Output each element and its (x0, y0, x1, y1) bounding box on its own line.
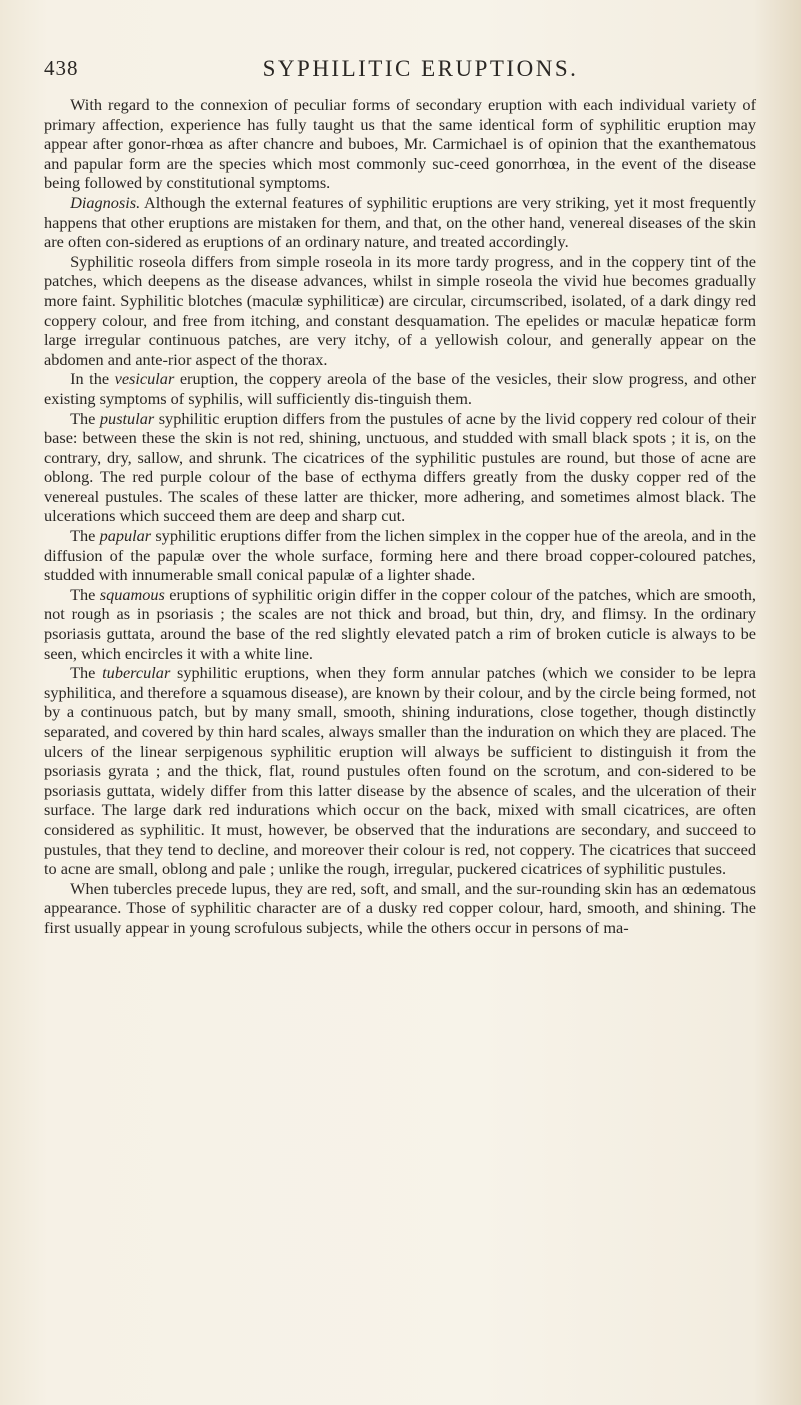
paragraph (44, 409, 756, 527)
paragraph-text: Although the external features of syphilitic eruptions are very striking, yet it most frequently happens that other eruptions are mistaken for them, and that, on the other hand, venereal diseases of the skin are often con-sidered as eruptions of an ordinary nature, and treated accordingly. (44, 192, 756, 252)
paragraph (44, 193, 756, 252)
page-header (44, 56, 757, 90)
paragraph-text: syphilitic eruptions, when they form annular patches (which we consider to be lepra syphilitica, and therefore a squamous disease), are known by their colour, and by the circle being formed, not by a continuous patch, but by many small, smooth, shining indurations, close together, though distinctly separated, and covered by thin hard scales, always smaller than the induration on which they are placed. The ulcers of the linear serpigenous syphilitic eruption will always be sufficient to distinguish it from the psoriasis gyrata ; and the thick, flat, round pustules often found on the scrotum, and con-sidered to be psoriasis guttata, widely differ from this latter disease by the absence of scales, and the ulceration of their surface. The large dark red indurations which occur on the back, mixed with small cicatrices, are often considered as syphilitic. It must, however, be observed that the indurations are secondary, and succeed to pustules, that they tend to decline, and moreover their colour is red, not coppery. The cicatrices that succeed to acne are small, oblong and pale ; unlike the rough, irregular, puckered cicatrices of syphilitic pustules. (44, 663, 756, 879)
paragraph-text: With regard to the connexion of peculiar forms of secondary eruption with each individual variety of primary affection, experience has fully taught us that the same identical form of syphilitic eruption may appear after gonor-rhœa as after chancre and buboes, Mr. Carmichael is of opinion that the exanthematous and papular form are the species which most commonly suc-ceed gonorrhœa, in the event of the disease being followed by constitutional symptoms. (44, 95, 756, 193)
paragraph (44, 95, 756, 193)
paragraph-lead: papular (99, 526, 152, 546)
paragraph-text: syphilitic eruptions differ from the lichen simplex in the copper hue of the areola, and in the diffusion of the papulæ over the whole surface, forming here and there broad copper-coloured patches, studded with innumerable small conical papulæ of a lighter shade. (44, 526, 756, 585)
running-head: SYPHILITIC ERUPTIONS. (262, 56, 579, 81)
paragraph-text: syphilitic eruption differs from the pustules of acne by the livid coppery red colour of their base: between these the skin is not red, shining, unctuous, and studded with small black spots ; it is, on the contrary, dry, sallow, and shrunk. The cicatrices of the syphilitic pustules are round, but those of acne are oblong. The red purple colour of the base of ecthyma differs greatly from the dusky copper red of the venereal pustules. The scales of these latter are thicker, more adhering, and sometimes almost black. The ulcerations which succeed them are deep and sharp cut. (44, 408, 756, 526)
paragraph (44, 526, 756, 585)
body-text (44, 95, 756, 938)
paragraph (44, 252, 756, 370)
paragraph (44, 879, 756, 938)
paragraph-text: eruptions of syphilitic origin differ in the copper colour of the patches, which are smooth, not rough as in psoriasis ; the scales are not thick and broad, but thin, dry, and flimsy. In the ordinary psoriasis guttata, around the base of the red slightly elevated patch a rim of broken cuticle is always to be seen, which encircles it with a white line. (44, 584, 756, 663)
paragraph (44, 663, 756, 879)
paragraph-lead: squamous (99, 584, 165, 604)
paragraph-lead: tubercular (102, 663, 171, 683)
paragraph (44, 585, 756, 663)
paragraph-pre: The (70, 526, 100, 546)
paragraph-lead: vesicular (114, 369, 175, 389)
page-number: 438 (44, 56, 79, 80)
paragraph-pre: The (70, 663, 103, 683)
paragraph-pre: The (70, 408, 100, 428)
paragraph-lead: pustular (99, 408, 155, 428)
paragraph-pre: The (70, 584, 100, 604)
paragraph (44, 369, 756, 408)
paragraph-lead: Diagnosis. (70, 192, 141, 212)
paragraph-text: eruption, the coppery areola of the base of the vesicles, their slow progress, and other existing symptoms of syphilis, will sufficiently dis-tinguish them. (44, 369, 756, 408)
paragraph-text: Syphilitic roseola differs from simple roseola in its more tardy progress, and in the coppery tint of the patches, which deepens as the disease advances, whilst in simple roseola the vivid hue becomes gradually more faint. Syphilitic blotches (maculæ syphiliticæ) are circular, circumscribed, isolated, of a dark dingy red coppery colour, and free from itching, and constant desquamation. The epelides or maculæ hepaticæ form large irregular continuous patches, are very itchy, of a yellowish colour, and generally appear on the abdomen and ante-rior aspect of the thorax. (44, 251, 756, 369)
paragraph-text: When tubercles precede lupus, they are red, soft, and small, and the sur-rounding skin has an œdematous appearance. Those of syphilitic character are of a dusky red copper colour, hard, smooth, and shining. The first usually appear in young scrofulous subjects, while the others occur in persons of ma- (44, 878, 756, 937)
paragraph-pre: In the (70, 369, 115, 389)
